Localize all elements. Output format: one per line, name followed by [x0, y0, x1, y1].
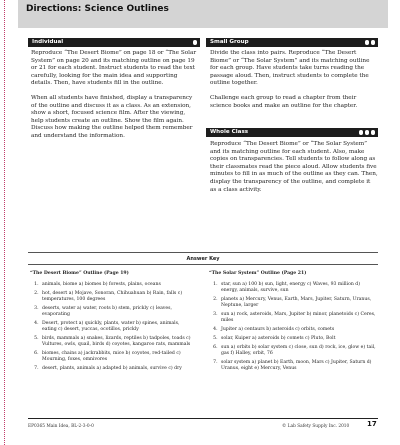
answer-item: 5. solar, Kuiper a) asteroids b) comets c) Pluto, Bolt [219, 336, 377, 342]
margin-dotted-line [4, 0, 5, 445]
section-header-whole-class [206, 128, 378, 137]
answer-key-rule-bottom [28, 264, 378, 265]
answer-item: 1. star, sun a) 100 b) sun, light, energy c) Waves, 93 million d) energy, animals, survive, sun [219, 282, 377, 294]
answer-item: 5. birds, mammals a) snakes, lizards, reptiles b) tadpoles, toads c) Vultures, owls, quail, birds d) coyotes, kangaroo rats, mammals [40, 336, 195, 348]
individual-text [31, 50, 199, 148]
answer-heading: “The Desert Biome” Outline (Page 19) [30, 271, 129, 276]
answer-item: 2. hot, desert a) Mojave, Sonoran, Chihuahuan b) Rain, falls c) temperatures, 100 degrees [40, 291, 195, 303]
small-group-text [210, 50, 378, 117]
answer-heading: “The Solar System” Outline (Page 21) [209, 271, 307, 276]
section-label: Small Group [210, 39, 249, 45]
answer-item: 4. Desert, protect a) quickly, plants, water b) spines, animals, eating c) desert, yuccas, ocotillos, prickly [40, 321, 195, 333]
dot-indicator [191, 40, 197, 45]
whole-class-text [210, 141, 378, 201]
page-number: 17 [367, 420, 377, 428]
footer-left: EP0365 Main Idea, BL-2-3-0-0 [28, 424, 94, 429]
paragraph: When all students have finished, display a transparency of the outline and discuss it as a class. As an extension, show a short, focused science film. After the viewing, help students create an outline. Show the film again. Discuss how making the outline helped them remember and understand the information. [31, 94, 193, 139]
section-label: Whole Class [210, 129, 249, 135]
section-header-individual [28, 38, 200, 47]
answer-item: 3. sun a) rock, asteroids, Mars, Jupiter b) minor, planetoids c) Ceres, miles [219, 312, 377, 324]
footer-copyright: © Lab Safety Supply Inc. 2010 [282, 424, 350, 429]
dot-indicator [363, 40, 375, 45]
answer-item: 1. animals, biome a) biomes b) forests, plains, oceans [40, 282, 195, 288]
answer-item: 2. planets a) Mercury, Venus, Earth, Mars, Jupiter, Saturn, Uranus, Neptune, larger [219, 297, 377, 309]
footer-rule [28, 418, 378, 419]
answer-item: 7. desert, plants, animals a) adapted b) animals, survive c) dry [40, 366, 195, 372]
answer-column-desert [30, 271, 195, 375]
paragraph: Reproduce “The Desert Biome” or “The Solar System” and its matching outline for each student. Also, make copies on transparencies. Tell students to follow along as their classmates read the piece aloud. Allow students five minutes to fill in as much of the outline as they can. Then, display the transparency of the outline, and complete it as a class activity. [210, 141, 378, 193]
paragraph: Divide the class into pairs. Reproduce “The Desert Biome” or “The Solar System” and its matching outline for each group. Have students take turns reading the passage aloud. Then, instruct students to complete the outline together. [210, 50, 370, 87]
paragraph: Reproduce “The Desert Biome” on page 18 or “The Solar System” on page 20 and its matching outline on page 19 or 21 for each student. Instruct students to read the text carefully, looking for the main idea and supporting details. Then, have students fill in the outline. [31, 50, 197, 87]
answer-key-rule-top [28, 252, 378, 253]
section-label: Individual [32, 39, 64, 45]
answer-column-solar [209, 271, 377, 375]
answer-item: 7. solar system a) planet b) Earth, moon, Mars c) Jupiter, Saturn d) Uranus, eight e) Mercury, Venus [219, 360, 377, 372]
answer-item: 6. biomes, chains a) jackrabbits, mice b) coyotes, red-tailed c) Mourning, foxes, omnivores [40, 351, 195, 363]
answer-key-title: Answer Key [186, 256, 220, 262]
dot-indicator [358, 130, 375, 135]
answer-item: 4. Jupiter a) centaurs b) asteroids c) orbits, comets [219, 327, 377, 333]
paragraph: Challenge each group to read a chapter from their science books and make an outline for the chapter. [210, 94, 358, 109]
page-title: Directions: Science Outlines [26, 4, 169, 14]
title-band [18, 0, 388, 28]
section-header-small-group [206, 38, 378, 47]
answer-item: 3. deserts, water a) water, roots b) stem, prickly c) leaves, evaporating [40, 306, 195, 318]
answer-item: 6. sun a) orbits b) solar system c) close, sun d) rock, ice, glow e) tail, gas f) Halley, orbit, 76 [219, 345, 377, 357]
